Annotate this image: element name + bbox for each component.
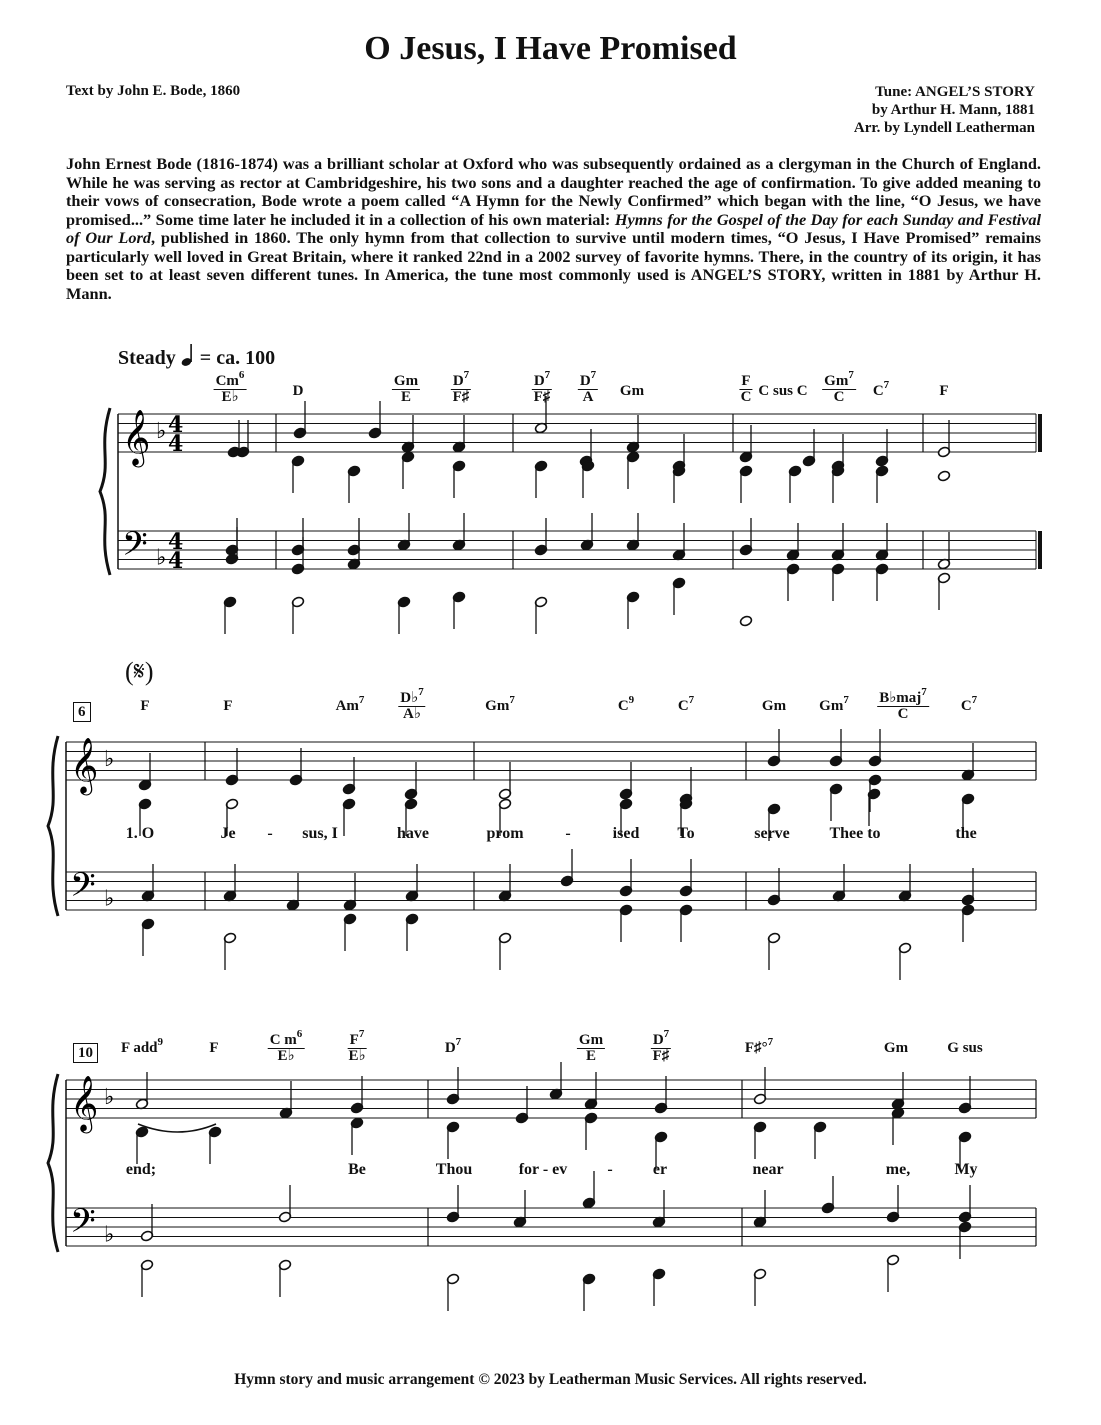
brace	[100, 408, 110, 575]
flat-icon: ♭	[104, 1222, 115, 1248]
notehead	[937, 470, 951, 482]
treble-clef-icon: 𝄞	[70, 1075, 99, 1132]
chord-symbol: $\frac{D^7}{F♯}$	[652, 1028, 670, 1064]
chord-symbol: $D^7$	[444, 1036, 462, 1056]
bass-clef-icon: 𝄢	[70, 1202, 96, 1249]
time-signature: 4	[168, 548, 184, 574]
chord-symbol: $\frac{Gm}{E}$	[578, 1032, 604, 1064]
lyric-syllable: me,	[885, 1161, 911, 1178]
tempo-word: Steady	[118, 347, 176, 369]
book-title: Hymns for the Gospel of the Day for each Sunday and Festival of Our Lord	[66, 209, 1042, 247]
chord-symbol: $\frac{F}{C}$	[740, 373, 752, 405]
tie	[138, 1124, 216, 1132]
lyric-syllable: Thou	[435, 1161, 473, 1178]
tune-credit-line: Arr. by Lyndell Leatherman	[853, 120, 1035, 136]
time-signature: 4	[168, 529, 184, 555]
chord-symbol: $C^7$	[677, 694, 695, 714]
lyric-syllable: the	[955, 825, 977, 842]
chord-symbol: $\frac{C m^6}{E♭}$	[269, 1028, 303, 1064]
flat-icon: ♭	[104, 1085, 115, 1110]
lyric-syllable: have	[397, 825, 429, 842]
chord-symbol: $\frac{D^7}{A}$	[579, 369, 597, 405]
lyric-syllable: To	[677, 825, 695, 842]
lyric-syllable: serve	[754, 825, 790, 842]
chord-symbol: Gm	[761, 698, 787, 714]
chord-symbol: Gm$^7$	[485, 694, 515, 714]
flat-icon: ♭	[156, 419, 167, 444]
flat-icon: ♭	[104, 747, 115, 772]
lyric-syllable: -	[267, 825, 273, 842]
chord-symbol: $\frac{D♭^7}{A♭}$	[400, 686, 424, 722]
time-signature: 4	[168, 431, 184, 457]
story-text: John Ernest Bode (1816-1874) was a brilliant scholar at Oxford who was subsequently ordained as a clergyman in the Church of England. While he was serving as rector at Cambridgeshire, his two sons and a daughter reached the age of confirmation. To give added meaning to their vows of consecration, Bode wrote a poem called “A Hymn for the Newly Confirmed” which began with the line, “O Jesus, we have promised...” Some time later he included it in a collection of his own material:	[66, 154, 1041, 229]
lyric-syllable: for - ev	[518, 1161, 568, 1178]
notehead	[739, 615, 753, 627]
brace	[48, 736, 58, 916]
tune-credit-line: by Arthur H. Mann, 1881	[871, 102, 1035, 118]
chord-symbol: F	[223, 698, 233, 714]
chord-symbol: G sus	[947, 1040, 983, 1056]
lyric-syllable: ised	[612, 825, 640, 842]
chord-symbol: F	[939, 383, 949, 399]
bass-clef-icon: 𝄢	[70, 866, 96, 913]
lyric-syllable: prom	[486, 825, 524, 842]
chord-symbol: C sus C	[758, 383, 808, 399]
chord-symbol: $C^7$	[872, 379, 890, 399]
lyric-syllable: near	[752, 1161, 784, 1178]
lyric-syllable: sus, I	[302, 825, 338, 842]
brace	[48, 1074, 58, 1252]
chord-symbol: $C^7$	[960, 694, 978, 714]
story-text: , published in 1860. The only hymn from that collection to survive until modern times, “O Jesus, I Have Promised” remains particularly well loved in Great Britain, where it ranked 22nd in a 2002 survey of favorite hymns. There, in the country of its origin, it has been set to at least seven different tunes. In America, the tune most commonly used is ANGEL’S STORY, written in 1881 by Arthur H. Mann.	[66, 228, 1041, 303]
tune-credit-line: Tune: ANGEL’S STORY	[875, 84, 1035, 100]
chord-symbol: $\frac{D^7}{F♯}$	[452, 369, 470, 405]
lyric-syllable: er	[652, 1161, 668, 1178]
chord-symbol: Gm$^7$	[819, 694, 849, 714]
chord-symbol: Am$^7$	[335, 694, 365, 714]
text-credit: Text by John E. Bode, 1860	[66, 83, 241, 99]
lyric-syllable: Thee to	[829, 825, 881, 842]
chord-symbol: F	[209, 1040, 219, 1056]
chord-symbol: Gm	[619, 383, 645, 399]
treble-clef-icon: 𝄞	[122, 409, 151, 466]
lyric-syllable: -	[565, 825, 571, 842]
chord-symbol: $\frac{Gm}{E}$	[393, 373, 419, 405]
chord-symbol: F♯°$^7$	[744, 1036, 774, 1056]
lyric-syllable: -	[607, 1161, 613, 1178]
time-signature: 4	[168, 412, 184, 438]
chord-symbol: $\frac{F^7}{E♭}$	[348, 1028, 366, 1064]
chord-symbol: $\frac{Cm^6}{E♭}$	[215, 369, 245, 405]
treble-clef-icon: 𝄞	[70, 737, 99, 794]
hymn-title: O Jesus, I Have Promised	[364, 30, 737, 67]
chord-symbol: $\frac{D^7}{F♯}$	[533, 369, 551, 405]
measure-number: 6	[73, 702, 91, 722]
flat-icon: ♭	[156, 545, 167, 571]
lyric-syllable: Be	[348, 1161, 366, 1178]
measure-number: 10	[73, 1043, 98, 1063]
chord-symbol: $\frac{Gm^7}{C}$	[824, 369, 854, 405]
chord-symbol: F	[140, 698, 150, 714]
chord-symbol: Gm	[883, 1040, 909, 1056]
bass-clef-icon: 𝄢	[122, 525, 148, 572]
lyric-syllable: end;	[125, 1161, 157, 1178]
segno-sign: (𝄋)	[125, 657, 154, 686]
lyric-syllable: My	[954, 1161, 978, 1178]
chord-symbol: D	[292, 383, 304, 399]
lyric-syllable: Je	[220, 825, 236, 842]
tempo-mark: = ca. 100	[199, 347, 276, 369]
chord-symbol: $\frac{B♭maj^7}{C}$	[879, 686, 927, 722]
chord-symbol: $C^9$	[617, 694, 635, 714]
chord-symbol: F add$^9$	[120, 1036, 164, 1056]
copyright-footer: Hymn story and music arrangement © 2023 by Leatherman Music Services. All rights reserved.	[234, 1371, 867, 1388]
lyric-syllable: 1. O	[125, 825, 155, 842]
flat-icon: ♭	[104, 886, 115, 912]
